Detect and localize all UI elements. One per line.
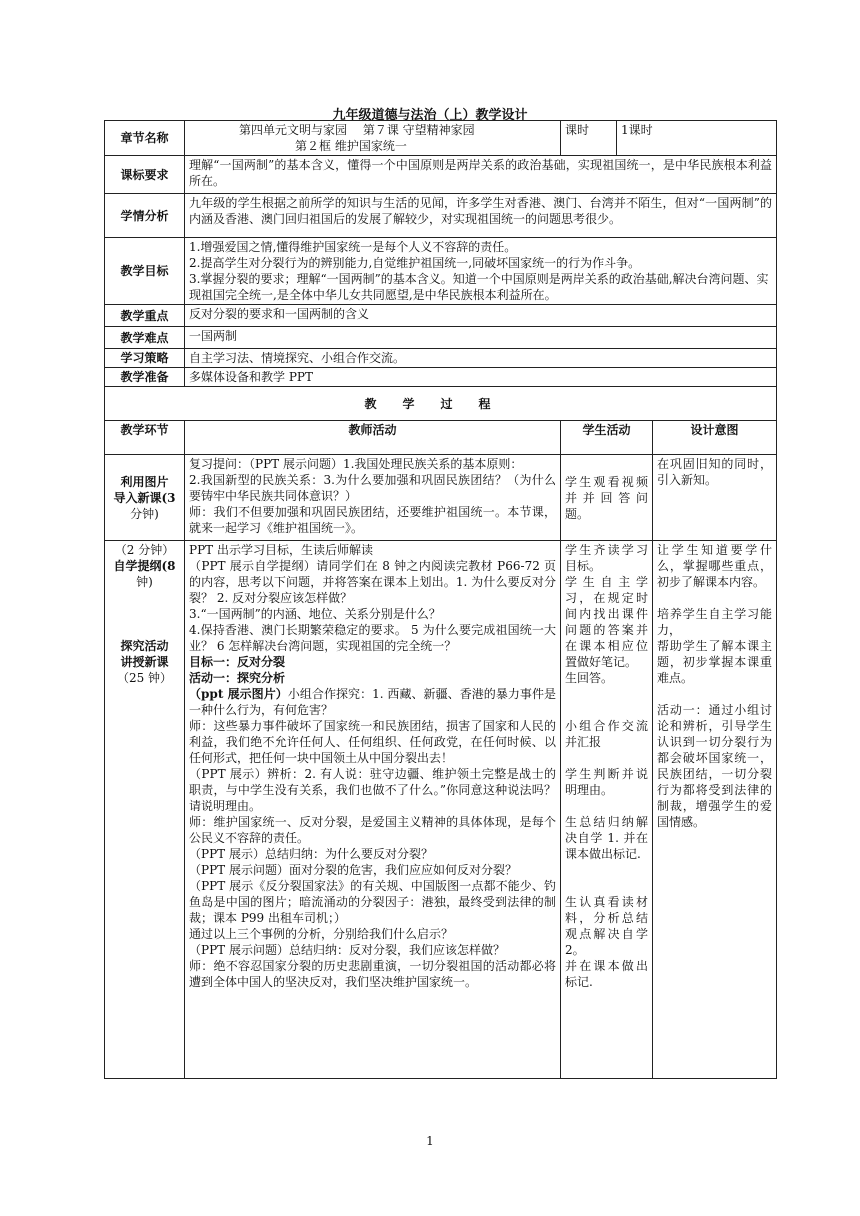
analysis-label: 学情分析 [105, 194, 185, 238]
analysis-text: 九年级的学生根据之前所学的知识与生活的见闻，许多学生对香港、澳门、台湾并不陌生，但对“一国两制”的内涵及香港、澳门回归祖国后的发展了解较少，对实现祖国统一的问题思考很少。 [185, 194, 777, 238]
stage-line: 利用图片 [120, 474, 169, 489]
main-student [561, 541, 653, 1079]
stage-time: （2 分钟） [114, 543, 175, 557]
key-row [105, 305, 777, 327]
key-text: 反对分裂的要求和一国两制的含义 [185, 305, 777, 327]
prep-row [105, 368, 777, 387]
stage-line: 导入新课(3 [113, 490, 176, 505]
lesson-plan-table [104, 120, 777, 1079]
teacher-line: 2.我国新型的民族关系：3.为什么要加强和巩固民族团结？（为什么要铸牢中华民族共同体意识？） [189, 473, 557, 503]
hours-value: 1课时 [617, 121, 777, 156]
prep-label: 教学准备 [105, 368, 185, 387]
teacher-line: 3.“一国两制”的内涵、地位、关系分别是什么？ [189, 607, 441, 621]
hours-label: 课时 [561, 121, 617, 156]
chapter-label: 章节名称 [105, 121, 185, 156]
col-stage-header: 教学环节 [105, 421, 185, 455]
teacher-line: （PPT 展示《反分裂国家法》的有关规、中国版图一点都不能少、钓鱼岛是中国的图片；暗流涌动的分裂因子：港独，最终受到法律的制裁；课本 P99 出租车司机；） [189, 879, 557, 925]
standard-text: 理解“一国两制”的基本含义，懂得一个中国原则是两岸关系的政治基础，实现祖国统一，是中华民族根本利益所在。 [185, 156, 777, 194]
difficult-text: 一国两制 [185, 327, 777, 349]
chapter-row [105, 121, 777, 156]
goal-item: 1.增强爱国之情,懂得维护国家统一是每个人义不容辞的责任。 [189, 240, 517, 254]
goals-row [105, 238, 777, 305]
goal-heading: 目标一：反对分裂 [189, 655, 286, 669]
chapter-line1: 第四单元文明与家园 第７课 守望精神家园 [239, 123, 475, 137]
main-row [105, 541, 777, 1079]
col-teacher-header: 教师活动 [185, 421, 561, 455]
page-number: 1 [426, 1134, 434, 1148]
design-line: 让学生知道要学什么，掌握哪些重点，初步了解课本内容。 [657, 543, 773, 589]
difficult-row [105, 327, 777, 349]
prep-text: 多媒体设备和教学 PPT [185, 368, 777, 387]
standard-label: 课标要求 [105, 156, 185, 194]
student-line: 学生齐读学习目标。 [565, 543, 649, 573]
teacher-line: 通过以上三个事例的分析，分别给我们什么启示？ [189, 927, 454, 941]
student-line: 小组合作交流并汇报 [565, 719, 649, 749]
teacher-line: （PPT 展示问题）总结归纳：反对分裂，我们应该怎样做？ [189, 943, 505, 957]
stage-line: 分钟) [130, 506, 159, 521]
main-stage [105, 541, 185, 1079]
design-line: 活动一：通过小组讨论和辨析，引导学生认识到一切分裂行为都会破坏国家统一，民族团结，一切分裂行为都将受到法律的制裁，增强学生的爱国情感。 [657, 703, 773, 829]
student-line: 并在课本做出标记. [565, 959, 649, 989]
stage-line: 探究活动 [120, 639, 169, 653]
student-line: 学生判断并说明理由。 [565, 767, 649, 797]
strategy-text: 自主学习法、情境探究、小组合作交流。 [185, 349, 777, 368]
process-header-row [105, 421, 777, 455]
goals-label: 教学目标 [105, 238, 185, 305]
ppt-image-note: （ppt 展示图片） [189, 687, 288, 701]
teacher-line: （PPT 展示问题）面对分裂的危害，我们应应如何反对分裂？ [189, 863, 517, 877]
intro-design: 在巩固旧知的同时，引入新知。 [653, 455, 777, 541]
design-line: 帮助学生了解本课主题，初步掌握本课重难点。 [657, 639, 773, 685]
teacher-line: 师：维护国家统一、反对分裂，是爱国主义精神的具体体现，是每个公民义不容辞的责任。 [189, 815, 557, 845]
activity-heading: 活动一：探究分析 [189, 671, 286, 685]
chapter-line2: 第２框 维护国家统一 [295, 139, 407, 153]
teacher-line: PPT 出示学习目标，生读后师解读 [189, 543, 373, 557]
teacher-line: 4.保持香港、澳门长期繁荣稳定的要求。 5 为什么要完成祖国统一大业？ 6 怎样解决台湾问题，实现祖国的完全统一？ [189, 623, 557, 653]
teacher-line: （PPT 展示自学提纲）请同学们在 8 钟之内阅读完教材 P66-72 页的内容，思考以下问题，并将答案在课本上划出。1. 为什么要反对分裂？ 2. 反对分裂应该怎样做？ [189, 559, 557, 605]
process-heading: 教学过程 [105, 387, 777, 421]
main-teacher [185, 541, 561, 1079]
teacher-line: （PPT 展示）总结归纳：为什么要反对分裂？ [189, 847, 433, 861]
stage-line: 讲授新课 [120, 655, 169, 669]
intro-stage [105, 455, 185, 541]
intro-row [105, 455, 777, 541]
teacher-line: （PPT 展示）辨析：2. 有人说：驻守边疆、维护领土完整是战士的职责，与中学生没有关系，我们也做不了什么。”你同意这种说法吗？请说明理由。 [189, 767, 557, 813]
stage-line: 自学提纲(8 [113, 559, 176, 573]
student-line: 生总结归纳解决自学 1. 并在课本做出标记. [565, 815, 649, 861]
goals-text [185, 238, 777, 305]
student-line: 生回答。 [565, 671, 614, 685]
teacher-line: 小组合作探究：1. 西藏、新疆、香港的暴力事件是一种什么行为，有何危害？ [189, 687, 557, 717]
col-student-header: 学生活动 [561, 421, 653, 455]
intro-student: 学生观看视频并并回答问题。 [561, 455, 653, 541]
strategy-label: 学习策略 [105, 349, 185, 368]
intro-teacher [185, 455, 561, 541]
teacher-line: 师：我们不但要加强和巩固民族团结，还要维护祖国统一。本节课，就来一起学习《维护祖国统一》。 [189, 505, 557, 535]
stage-line: 钟) [136, 575, 153, 589]
student-line: 学生自主学习，在规定时间内找出课件问题的答案并在课本相应位置做好笔记。 [565, 575, 649, 669]
goal-item: 2.提高学生对分裂行为的辨别能力,自觉维护祖国统一,同破坏国家统一的行为作斗争。 [189, 256, 641, 270]
design-line: 培养学生自主学习能力， [657, 607, 773, 637]
teacher-line: 复习提问：（PPT 展示问题）1.我国处理民族关系的基本原则： [189, 457, 523, 471]
standard-row [105, 156, 777, 194]
student-line: 生认真看读材料，分析总结观点解决自学 2。 [565, 895, 649, 957]
difficult-label: 教学难点 [105, 327, 185, 349]
chapter-value [185, 121, 561, 156]
strategy-row [105, 349, 777, 368]
col-design-header: 设计意图 [653, 421, 777, 455]
page-title: 九年级道德与法治（上）教学设计 [332, 108, 528, 123]
main-design [653, 541, 777, 1079]
teacher-line: 师：绝不容忍国家分裂的历史悲剧重演，一切分裂祖国的活动都必将遭到全体中国人的坚决反对，我们坚决维护国家统一。 [189, 959, 557, 989]
goal-item: 3.掌握分裂的要求；理解“一国两制”的基本含义。知道一个中国原则是两岸关系的政治基础,解决台湾问题、实现祖国完全统一,是全体中华儿女共同愿望,是中华民族根本利益所在。 [189, 272, 769, 302]
key-label: 教学重点 [105, 305, 185, 327]
process-heading-row [105, 387, 777, 421]
stage-line: （25 钟） [116, 671, 173, 685]
teacher-line [189, 687, 556, 717]
analysis-row [105, 194, 777, 238]
teacher-line: 师：这些暴力事件破坏了国家统一和民族团结，损害了国家和人民的利益，我们绝不允许任何人、任何组织、任何政党，在任何时候、以任何形式，把任何一块中国领土从中国分裂出去！ [189, 719, 557, 765]
